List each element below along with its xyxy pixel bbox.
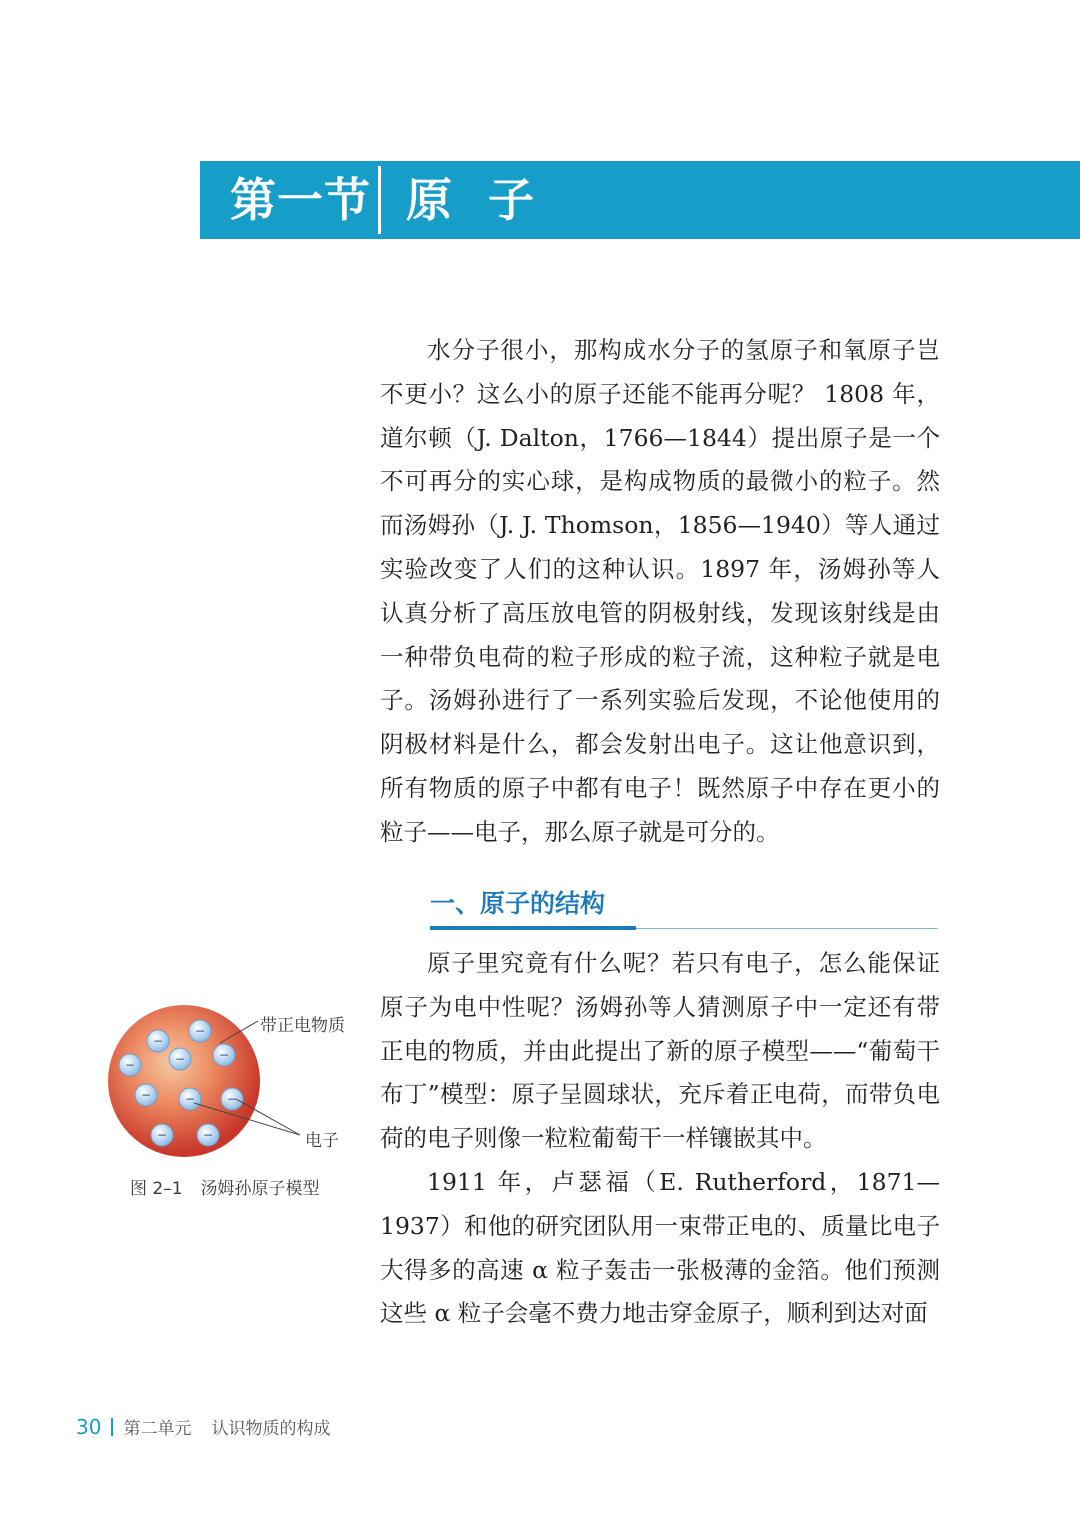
electron-sign: − [218,1048,230,1062]
footer-separator [111,1418,113,1436]
heading-underline-accent [430,926,636,930]
electron-sign: − [184,1092,196,1106]
figure-number: 图 2–1 [130,1179,183,1199]
electron-sign: − [152,1034,164,1048]
electron-sign: − [124,1058,136,1072]
figure-caption-text: 汤姆孙原子模型 [200,1179,320,1199]
positive-sphere [108,1005,260,1157]
intro-text [380,329,940,855]
section-paragraph-2: 1911 年，卢瑟福（E. Rutherford，1871—1937）和他的研究团队用一束带正电的、质量比电子大得多的高速 α 粒子轰击一张极薄的金箔。他们预测这些 α 粒子会毫不费力地击穿金原子，顺利到达对面 [380,1167,940,1328]
section-heading [430,884,938,932]
electron-sign: − [156,1128,168,1142]
label-positive-matter: 带正电物质 [260,1016,345,1036]
intro-paragraph: 水分子很小，那构成水分子的氢原子和氧原子岂不更小？这么小的原子还能不能再分呢？ 1808 年，道尔顿（J. Dalton，1766—1844）提出原子是一个不可再分的实心球，是构成物质的最微小的粒子。然而汤姆孙（J. J. Thomson，1856—1940）等人通过实验改变了人们的这种认识。1897 年，汤姆孙等人认真分析了高压放电管的阴极射线，发现该射线是由一种带负电荷的粒子形成的粒子流，这种粒子就是电子。汤姆孙进行了一系列实验后发现，不论他使用的阴极材料是什么，都会发射出电子。这让他意识到，所有物质的原子中都有电子！既然原子中存在更小的粒子——电子，那么原子就是可分的。 [380,336,940,846]
electron-sign: − [140,1088,152,1102]
page-footer [76,1413,330,1441]
section-heading-text: 一、原子的结构 [430,889,606,918]
section-paragraph-1: 原子里究竟有什么呢？若只有电子，怎么能保证原子为电中性呢？汤姆孙等人猜测原子中一定还有带正电的物质，并由此提出了新的原子模型——“葡萄干布丁”模型：原子呈圆球状，充斥着正电荷，而带负电荷的电子则像一粒粒葡萄干一样镶嵌其中。 [380,949,940,1153]
figure-caption [130,1174,320,1199]
electron-sign: − [174,1052,186,1066]
footer-unit: 第二单元 [123,1419,192,1439]
banner-divider [378,166,381,234]
page-number: 30 [76,1415,102,1439]
electron-sign: − [202,1128,214,1142]
section-title: 原子 [406,173,570,227]
label-electron: 电子 [305,1131,339,1151]
section-banner [200,161,1080,239]
section-number: 第一节 [230,173,371,227]
footer-unit-title: 认识物质的构成 [211,1419,331,1439]
heading-underline [636,928,938,929]
section-text [380,942,940,1336]
electron-sign: − [226,1092,238,1106]
electron-sign: − [194,1024,206,1038]
